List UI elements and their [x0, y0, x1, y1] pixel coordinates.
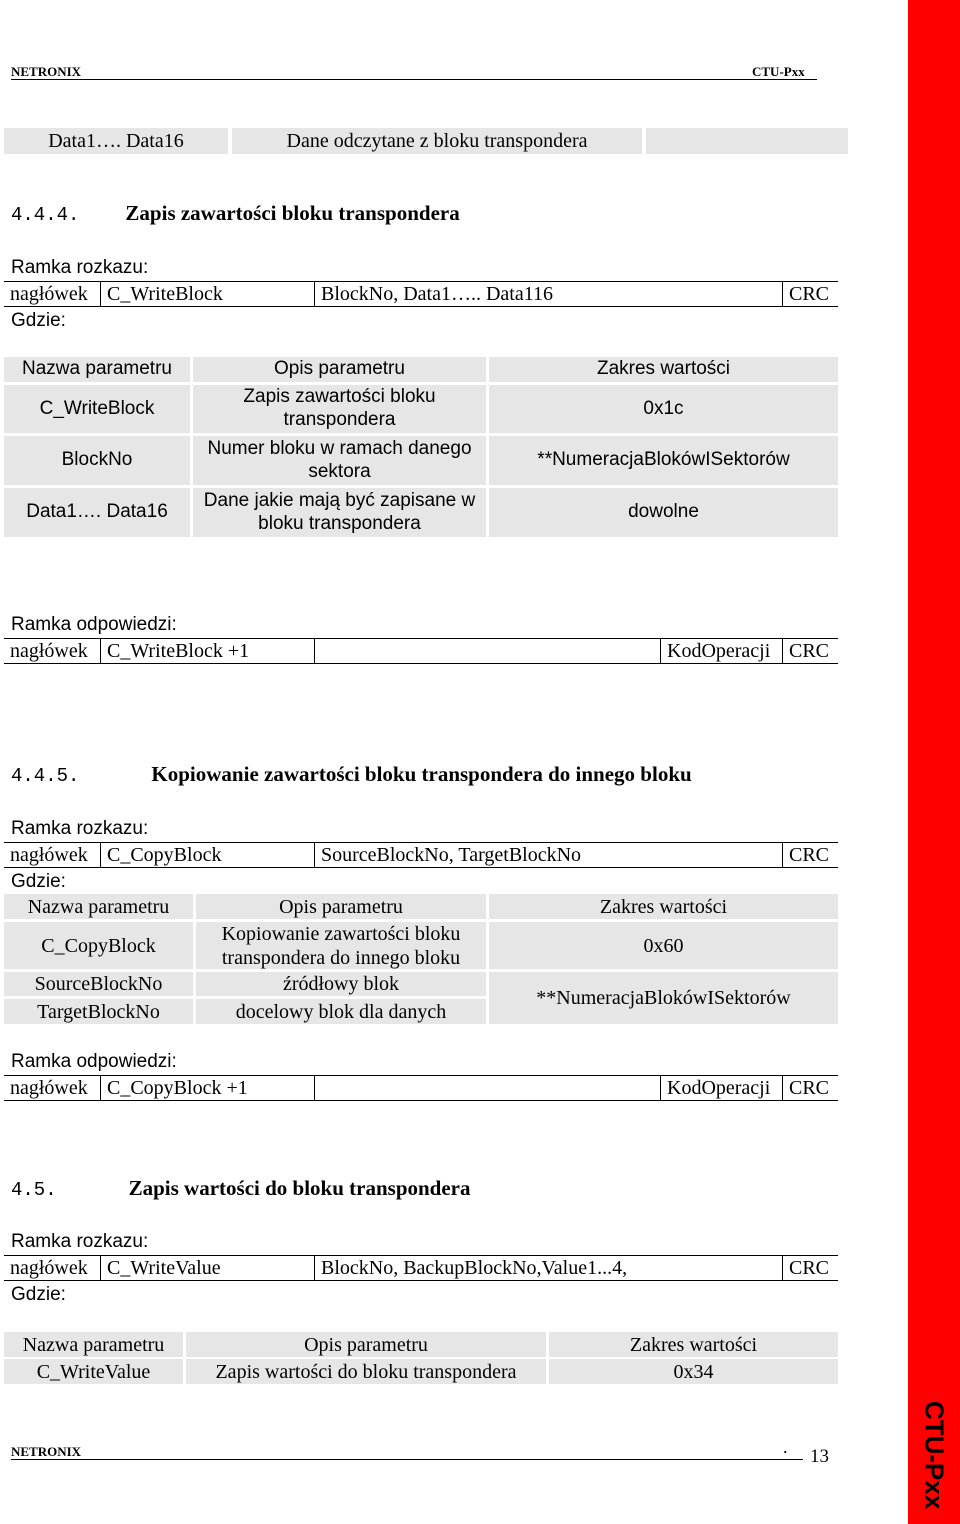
frame-cell-crc: CRC	[782, 639, 838, 663]
command-frame-row	[4, 1255, 838, 1281]
response-frame-label: Ramka odpowiedzi:	[11, 1051, 177, 1072]
param-name: C_CopyBlock	[4, 922, 193, 969]
header-rule	[11, 79, 817, 80]
command-frame-label: Ramka rozkazu:	[11, 257, 149, 278]
frame-cell-header: nagłówek	[10, 844, 88, 866]
frame-cell-crc: CRC	[782, 1076, 838, 1100]
frame-cell-params: BlockNo, BackupBlockNo,Value1...4,	[314, 1256, 782, 1280]
param-desc: Kopiowanie zawartości bloku transpondera do innego bloku	[196, 922, 486, 969]
footer-dot: .	[783, 1437, 788, 1457]
top-table-cell-2: Dane odczytane z bloku transpondera	[232, 128, 642, 154]
params-header-name: Nazwa parametru	[4, 894, 193, 919]
side-color-band	[908, 0, 960, 1524]
command-frame-label: Ramka rozkazu:	[11, 1231, 149, 1252]
frame-cell-crc: CRC	[782, 282, 838, 306]
param-name: C_WriteValue	[4, 1359, 183, 1384]
frame-cell-header: nagłówek	[10, 1257, 88, 1279]
section-heading-445: 4.4.5. Kopiowanie zawartości bloku transpondera do innego bloku	[11, 762, 692, 787]
param-desc: Dane jakie mają być zapisane w bloku transpondera	[193, 488, 486, 537]
frame-cell-opcode: KodOperacji	[660, 1076, 782, 1100]
frame-cell-empty	[314, 639, 660, 663]
param-range: 0x60	[489, 922, 838, 969]
param-range: **NumeracjaBlokówISektorów	[489, 972, 838, 1024]
param-name: BlockNo	[4, 436, 190, 485]
frame-cell-empty	[314, 1076, 660, 1100]
response-frame-row	[4, 1075, 838, 1101]
param-desc: Zapis wartości do bloku transpondera	[186, 1359, 546, 1384]
command-frame-label: Ramka rozkazu:	[11, 818, 149, 839]
footer-rule	[11, 1459, 803, 1460]
response-frame-label: Ramka odpowiedzi:	[11, 614, 177, 635]
param-range: 0x34	[549, 1359, 838, 1384]
frame-cell-params: SourceBlockNo, TargetBlockNo	[314, 843, 782, 867]
frame-cell-crc: CRC	[782, 1256, 838, 1280]
frame-cell-command: C_WriteValue	[100, 1256, 314, 1280]
side-brand-label: CTU-Pxx	[919, 1400, 950, 1510]
where-label: Gdzie:	[11, 1284, 66, 1305]
footer-company: NETRONIX	[11, 1444, 82, 1459]
param-desc: źródłowy blok	[196, 972, 486, 996]
params-header-range: Zakres wartości	[489, 357, 838, 382]
frame-cell-header: nagłówek	[10, 283, 88, 305]
params-header-range: Zakres wartości	[549, 1332, 838, 1357]
param-desc: Zapis zawartości bloku transpondera	[193, 385, 486, 433]
frame-cell-header: nagłówek	[10, 1077, 88, 1099]
response-frame-row	[4, 638, 838, 664]
param-range: 0x1c	[489, 385, 838, 433]
param-range: **NumeracjaBlokówISektorów	[489, 436, 838, 485]
params-header-desc: Opis parametru	[193, 357, 486, 382]
top-table-cell-1: Data1…. Data16	[4, 128, 228, 154]
frame-cell-opcode: KodOperacji	[660, 639, 782, 663]
param-desc: Numer bloku w ramach danego sektora	[193, 436, 486, 485]
param-range: dowolne	[489, 488, 838, 537]
params-header-desc: Opis parametru	[196, 894, 486, 919]
params-header-range: Zakres wartości	[489, 894, 838, 919]
header-company: NETRONIX	[11, 64, 82, 79]
params-header-desc: Opis parametru	[186, 1332, 546, 1357]
frame-cell-params: BlockNo, Data1….. Data116	[314, 282, 782, 306]
param-desc: docelowy blok dla danych	[196, 999, 486, 1024]
param-name: Data1…. Data16	[4, 488, 190, 537]
param-name: SourceBlockNo	[4, 972, 193, 996]
where-label: Gdzie:	[11, 310, 66, 331]
frame-cell-command: C_WriteBlock	[100, 282, 314, 306]
params-header-name: Nazwa parametru	[4, 1332, 183, 1357]
section-heading-45: 4.5. Zapis wartości do bloku transpondera	[11, 1176, 471, 1201]
where-label: Gdzie:	[11, 871, 66, 892]
frame-cell-command: C_WriteBlock +1	[100, 639, 314, 663]
section-heading-444: 4.4.4. Zapis zawartości bloku transpondera	[11, 201, 460, 226]
params-header-name: Nazwa parametru	[4, 357, 190, 382]
frame-cell-header: nagłówek	[10, 640, 88, 662]
top-table-cell-3	[646, 128, 848, 154]
frame-cell-command: C_CopyBlock	[100, 843, 314, 867]
frame-cell-command: C_CopyBlock +1	[100, 1076, 314, 1100]
param-name: C_WriteBlock	[4, 385, 190, 433]
header-product: CTU-Pxx	[752, 64, 805, 79]
command-frame-row	[4, 842, 838, 868]
command-frame-row	[4, 281, 838, 307]
param-name: TargetBlockNo	[4, 999, 193, 1024]
frame-cell-crc: CRC	[782, 843, 838, 867]
page-number: 13	[810, 1446, 829, 1467]
